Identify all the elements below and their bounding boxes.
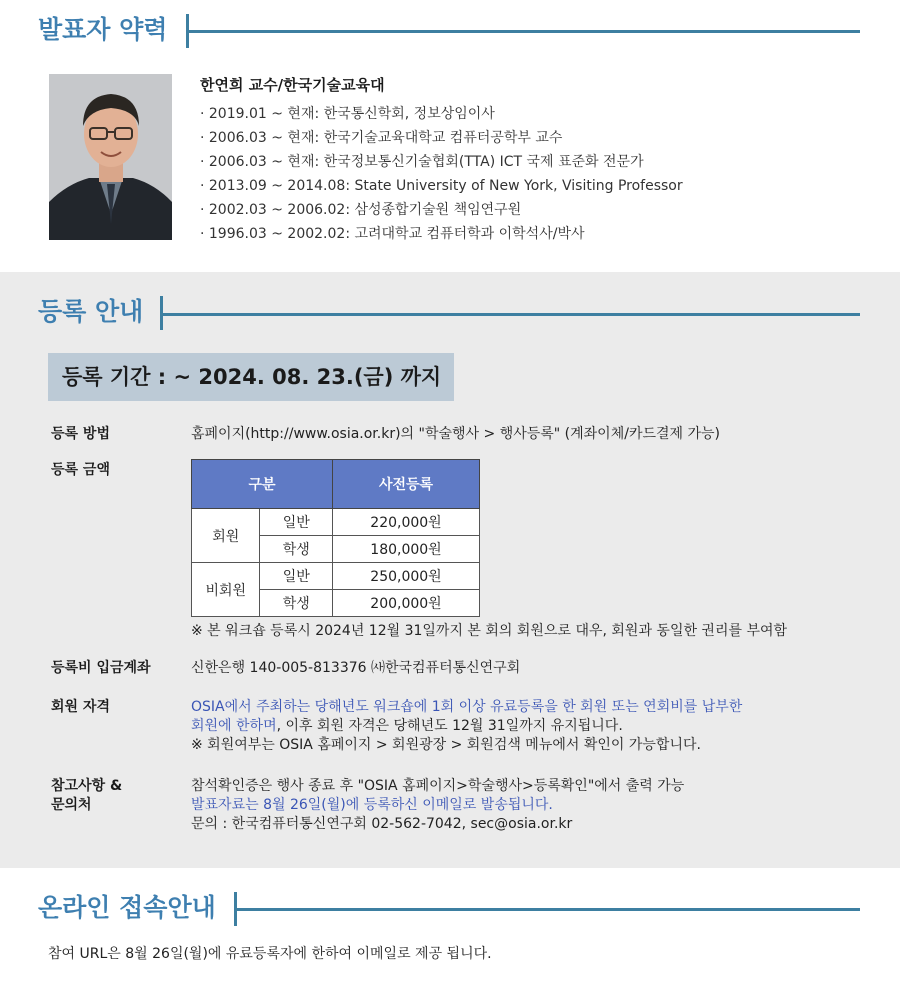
type-cell: 학생 (260, 536, 333, 563)
membership-line-2 (191, 716, 623, 736)
section-title: 등록 안내 (38, 297, 144, 326)
fee-label: 등록 금액 (51, 462, 110, 478)
table-row (192, 563, 480, 590)
speaker-photo (49, 74, 172, 240)
speaker-portrait-image (49, 74, 172, 240)
speaker-bio-list (200, 102, 683, 246)
method-label: 등록 방법 (51, 426, 110, 442)
speaker-name: 한연희 교수/한국기술교육대 (200, 76, 385, 94)
type-cell: 일반 (260, 509, 333, 536)
price-cell: 220,000원 (333, 509, 480, 536)
bio-item: · 1996.03 ~ 2002.02: 고려대학교 컴퓨터학과 이학석사/박사 (200, 226, 585, 242)
registration-period: 등록 기간 : ~ 2024. 08. 23.(금) 까지 (48, 353, 454, 401)
table-row (192, 509, 480, 536)
fee-note: ※ 본 워크숍 등록시 2024년 12월 31일까지 본 회의 회원으로 대우, 회원과 동일한 권리를 부여함 (191, 623, 788, 639)
notes-line-3: 문의 : 한국컴퓨터통신연구회 02-562-7042, sec@osia.or.kr (191, 816, 573, 832)
header-category: 구분 (192, 460, 333, 509)
header-price: 사전등록 (333, 460, 480, 509)
bio-item: · 2019.01 ~ 현재: 한국통신학회, 정보상임이사 (200, 106, 495, 122)
speaker-section (0, 0, 900, 272)
online-section-header (0, 890, 900, 930)
header-rule (162, 313, 860, 316)
membership-line-3: ※ 회원여부는 OSIA 홈페이지 > 회원광장 > 회원검색 메뉴에서 확인이 가능합니다. (191, 737, 701, 753)
bio-item: · 2002.03 ~ 2006.02: 삼성종합기술원 책임연구원 (200, 202, 522, 218)
notes-line-2: 발표자료는 8월 26일(월)에 등록하신 이메일로 발송됩니다. (191, 797, 553, 813)
section-title: 발표자 약력 (38, 15, 168, 44)
type-cell: 학생 (260, 590, 333, 617)
fee-table-header (192, 460, 480, 509)
header-rule (188, 30, 860, 33)
membership-line-1: OSIA에서 주최하는 당해년도 워크숍에 1회 이상 유료등록을 한 회원 또는 연회비를 납부한 (191, 699, 743, 715)
bio-item: · 2006.03 ~ 현재: 한국기술교육대학교 컴퓨터공학부 교수 (200, 130, 563, 146)
bio-item: · 2013.09 ~ 2014.08: State University of New York, Visiting Professor (200, 178, 683, 194)
header-rule (236, 908, 860, 911)
registration-section (0, 272, 900, 868)
price-cell: 200,000원 (333, 590, 480, 617)
membership-label: 회원 자격 (51, 699, 110, 715)
notes-label-line-1: 참고사항 & (51, 778, 123, 794)
group-cell: 회원 (192, 509, 260, 563)
price-cell: 250,000원 (333, 563, 480, 590)
online-notice: 참여 URL은 8월 26일(월)에 유료등록자에 한하여 이메일로 제공 됩니다. (48, 946, 492, 962)
price-cell: 180,000원 (333, 536, 480, 563)
membership-highlight: 회원에 한하며 (191, 718, 277, 734)
account-label: 등록비 입금계좌 (51, 660, 151, 676)
fee-table (191, 459, 480, 617)
section-title: 온라인 접속안내 (38, 893, 216, 922)
notes-label-line-2: 문의처 (51, 797, 92, 813)
online-section (0, 868, 900, 990)
account-value: 신한은행 140-005-813376 ㈔한국컴퓨터통신연구회 (191, 660, 521, 676)
notes-line-1: 참석확인증은 행사 종료 후 "OSIA 홈페이지>학술행사>등록확인"에서 출력 가능 (191, 778, 685, 794)
group-cell: 비회원 (192, 563, 260, 617)
type-cell: 일반 (260, 563, 333, 590)
bio-item: · 2006.03 ~ 현재: 한국정보통신기술협회(TTA) ICT 국제 표준화 전문가 (200, 154, 644, 170)
method-value: 홈페이지(http://www.osia.or.kr)의 "학술행사 > 행사등록" (계좌이체/카드결제 가능) (191, 426, 721, 442)
registration-section-header (0, 294, 900, 334)
speaker-section-header (0, 12, 900, 52)
membership-rest: , 이후 회원 자격은 당해년도 12월 31일까지 유지됩니다. (276, 718, 623, 734)
